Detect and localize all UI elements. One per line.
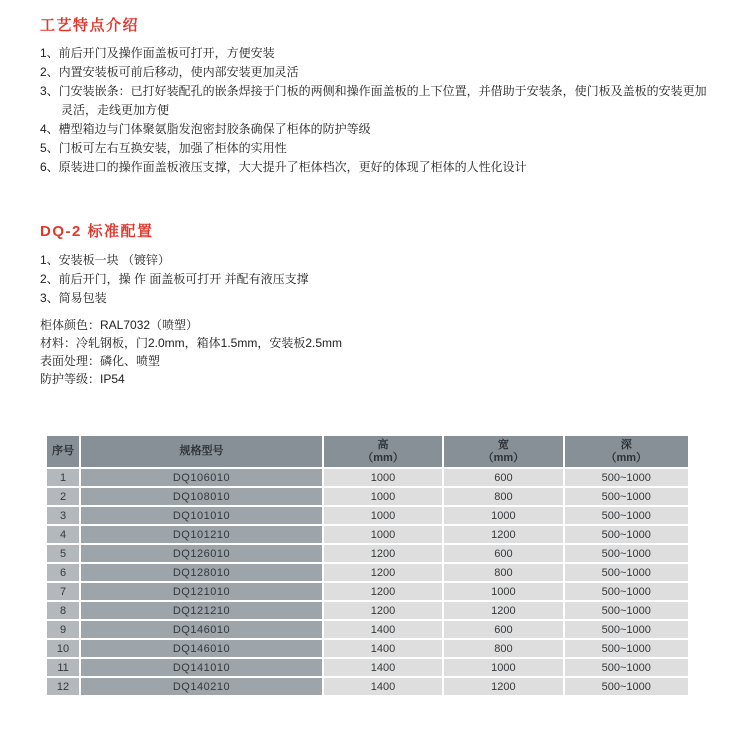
row-depth-cell: 500~1000 — [565, 659, 688, 676]
row-model-cell: DQ146010 — [81, 621, 322, 638]
header-depth — [565, 436, 688, 467]
header-model-label: 规格型号 — [179, 445, 224, 457]
row-depth-cell: 500~1000 — [565, 526, 688, 543]
row-width-cell: 800 — [444, 640, 562, 657]
header-height-sub: （mm） — [362, 451, 404, 464]
table-header-row — [47, 436, 688, 467]
row-height-cell: 1400 — [324, 640, 442, 657]
row-height-cell: 1200 — [324, 545, 442, 562]
row-no-cell: 6 — [47, 564, 79, 581]
config-item: 2、前后开门，操 作 面盖板可打开 并配有液压支撑 — [40, 272, 309, 286]
row-no-cell: 12 — [47, 678, 79, 695]
row-width-cell: 800 — [444, 488, 562, 505]
table-row — [47, 507, 688, 524]
feature-item: 6、原装进口的操作面盖板液压支撑，大大提升了柜体档次，更好的体现了柜体的人性化设计 — [40, 160, 527, 174]
header-height — [324, 436, 442, 467]
row-width-cell: 800 — [444, 564, 562, 581]
spec-line: 材料：冷轧钢板，门2.0mm，箱体1.5mm，安装板2.5mm — [40, 336, 343, 350]
specs-block — [40, 316, 714, 388]
row-height-cell: 1000 — [324, 488, 442, 505]
row-width-cell: 600 — [444, 545, 562, 562]
row-width-cell: 600 — [444, 469, 562, 486]
spec-table-head — [47, 436, 688, 467]
row-model-cell: DQ101210 — [81, 526, 322, 543]
row-no-cell: 8 — [47, 602, 79, 619]
row-width-cell: 1200 — [444, 602, 562, 619]
feature-item: 3、门安装嵌条：已打好装配孔的嵌条焊接于门板的两侧和操作面盖板的上下位置，并借助于安装条，使门板及盖板的安装更加灵活，走线更加方便 — [40, 84, 707, 117]
feature-item: 5、门板可左右互换安装，加强了柜体的实用性 — [40, 141, 287, 155]
config-list — [40, 251, 714, 308]
row-no-cell: 3 — [47, 507, 79, 524]
row-depth-cell: 500~1000 — [565, 469, 688, 486]
row-model-cell: DQ106010 — [81, 469, 322, 486]
row-width-cell: 1200 — [444, 526, 562, 543]
row-model-cell: DQ140210 — [81, 678, 322, 695]
row-no-cell: 9 — [47, 621, 79, 638]
header-no-label: 序号 — [52, 445, 75, 457]
row-height-cell: 1400 — [324, 621, 442, 638]
row-depth-cell: 500~1000 — [565, 583, 688, 600]
header-height-label: 高 — [377, 438, 389, 451]
row-width-cell: 600 — [444, 621, 562, 638]
row-model-cell: DQ128010 — [81, 564, 322, 581]
header-width-label: 宽 — [497, 438, 509, 451]
spec-line: 柜体颜色：RAL7032（喷塑） — [40, 318, 199, 332]
row-model-cell: DQ101010 — [81, 507, 322, 524]
table-row — [47, 564, 688, 581]
row-height-cell: 1000 — [324, 507, 442, 524]
feature-item: 1、前后开门及操作面盖板可打开，方便安装 — [40, 46, 275, 60]
config-section-title: DQ-2 标准配置 — [40, 223, 154, 240]
row-height-cell: 1000 — [324, 526, 442, 543]
row-depth-cell: 500~1000 — [565, 545, 688, 562]
row-no-cell: 5 — [47, 545, 79, 562]
section-process-features — [40, 14, 714, 177]
row-depth-cell: 500~1000 — [565, 678, 688, 695]
header-model — [81, 436, 322, 467]
row-height-cell: 1400 — [324, 678, 442, 695]
table-row — [47, 659, 688, 676]
table-row — [47, 640, 688, 657]
row-height-cell: 1200 — [324, 602, 442, 619]
row-no-cell: 11 — [47, 659, 79, 676]
table-row — [47, 545, 688, 562]
table-row — [47, 621, 688, 638]
feature-item: 4、槽型箱边与门体聚氨脂发泡密封胶条确保了柜体的防护等级 — [40, 122, 371, 136]
row-no-cell: 4 — [47, 526, 79, 543]
spec-table-body — [47, 469, 688, 695]
row-height-cell: 1000 — [324, 469, 442, 486]
header-width-sub: （mm） — [482, 451, 525, 464]
features-list — [40, 44, 714, 177]
spec-table — [45, 434, 690, 697]
row-no-cell: 2 — [47, 488, 79, 505]
row-model-cell: DQ108010 — [81, 488, 322, 505]
row-height-cell: 1200 — [324, 564, 442, 581]
table-row — [47, 678, 688, 695]
table-row — [47, 526, 688, 543]
row-model-cell: DQ146010 — [81, 640, 322, 657]
row-height-cell: 1400 — [324, 659, 442, 676]
row-no-cell: 7 — [47, 583, 79, 600]
row-model-cell: DQ121010 — [81, 583, 322, 600]
table-row — [47, 602, 688, 619]
header-no — [47, 436, 79, 467]
row-depth-cell: 500~1000 — [565, 621, 688, 638]
spec-line: 防护等级：IP54 — [40, 372, 125, 386]
config-item: 3、简易包装 — [40, 291, 107, 305]
row-depth-cell: 500~1000 — [565, 640, 688, 657]
row-depth-cell: 500~1000 — [565, 602, 688, 619]
header-depth-sub: （mm） — [605, 451, 648, 464]
table-row — [47, 583, 688, 600]
feature-item: 2、内置安装板可前后移动，使内部安装更加灵活 — [40, 65, 299, 79]
row-depth-cell: 500~1000 — [565, 564, 688, 581]
row-depth-cell: 500~1000 — [565, 488, 688, 505]
section-standard-config — [40, 220, 714, 388]
row-no-cell: 10 — [47, 640, 79, 657]
row-model-cell: DQ126010 — [81, 545, 322, 562]
table-row — [47, 488, 688, 505]
features-section-title: 工艺特点介绍 — [40, 17, 140, 34]
row-model-cell: DQ121210 — [81, 602, 322, 619]
header-depth-label: 深 — [620, 438, 632, 451]
row-width-cell: 1000 — [444, 659, 562, 676]
specs-list — [40, 316, 714, 388]
config-item: 1、安装板一块 （镀锌） — [40, 253, 171, 267]
row-depth-cell: 500~1000 — [565, 507, 688, 524]
row-no-cell: 1 — [47, 469, 79, 486]
row-height-cell: 1200 — [324, 583, 442, 600]
row-width-cell: 1200 — [444, 678, 562, 695]
spec-line: 表面处理：磷化、喷塑 — [40, 354, 161, 368]
row-width-cell: 1000 — [444, 583, 562, 600]
row-width-cell: 1000 — [444, 507, 562, 524]
header-width — [444, 436, 562, 467]
table-row — [47, 469, 688, 486]
row-model-cell: DQ141010 — [81, 659, 322, 676]
